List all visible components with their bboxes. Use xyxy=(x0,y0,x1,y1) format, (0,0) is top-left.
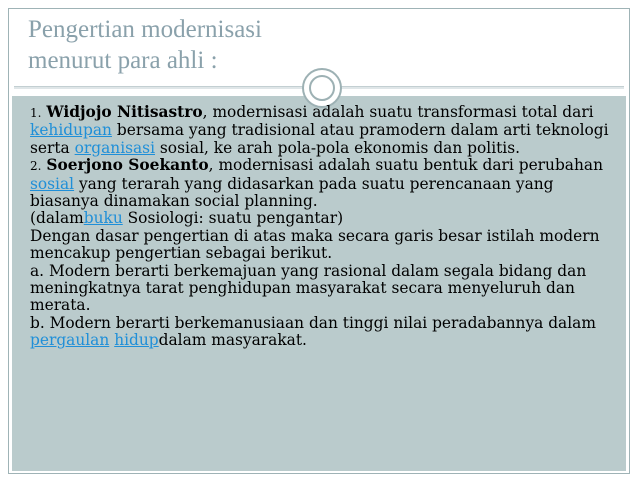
source-note xyxy=(30,210,626,227)
text: b. Modern berarti berkemanusiaan dan tinggi nilai peradabannya dalam xyxy=(30,313,596,332)
text: yang terarah yang didasarkan pada suatu perencanaan yang biasanya dinamakan social planning. xyxy=(30,174,554,211)
expert-name: Widjojo Nitisastro xyxy=(46,103,203,121)
conclusion-text: Dengan dasar pengertian di atas maka secara garis besar istilah modern mencakup pengertian sebagai berikut. xyxy=(30,226,600,263)
link-kehidupan[interactable]: kehidupan xyxy=(30,121,112,140)
text: sosial, ke arah pola-pola ekonomis dan politis. xyxy=(155,138,521,157)
link-buku[interactable]: buku xyxy=(83,209,123,228)
definition-item-2 xyxy=(30,157,626,210)
circle-ornament-icon xyxy=(302,68,342,108)
definition-item-1 xyxy=(30,104,626,157)
text: Sosiologi: suatu pengantar) xyxy=(122,209,344,228)
link-pergaulan[interactable]: pergaulan xyxy=(30,331,110,350)
point-a: a. Modern berarti berkemajuan yang rasional dalam segala bidang dan meningkatnya tarat penghidupan masyarakat secara menyeluruh dan merata. xyxy=(30,261,587,315)
text: (dalam xyxy=(30,209,84,228)
item-number: 2. xyxy=(30,159,42,174)
text: , modernisasi adalah suatu bentuk dari perubahan xyxy=(208,156,603,175)
text: dalam masyarakat. xyxy=(158,331,307,350)
expert-name: Soerjono Soekanto xyxy=(46,156,209,175)
title-line-2: menurut para ahli : xyxy=(28,47,218,74)
link-sosial[interactable]: sosial xyxy=(30,174,75,193)
text: , modernisasi adalah suatu transformasi total dari xyxy=(202,103,594,121)
circle-ornament-inner xyxy=(309,75,335,101)
slide-title xyxy=(28,14,588,76)
title-line-1: Pengertian modernisasi xyxy=(28,16,262,43)
text: bersama yang tradisional atau pramodern dalam arti teknologi serta xyxy=(30,121,609,157)
link-organisasi[interactable]: organisasi xyxy=(74,138,156,157)
point-b xyxy=(30,315,626,350)
slide-body xyxy=(30,104,626,350)
link-hidup[interactable]: hidup xyxy=(114,331,159,350)
item-number: 1. xyxy=(30,106,42,120)
